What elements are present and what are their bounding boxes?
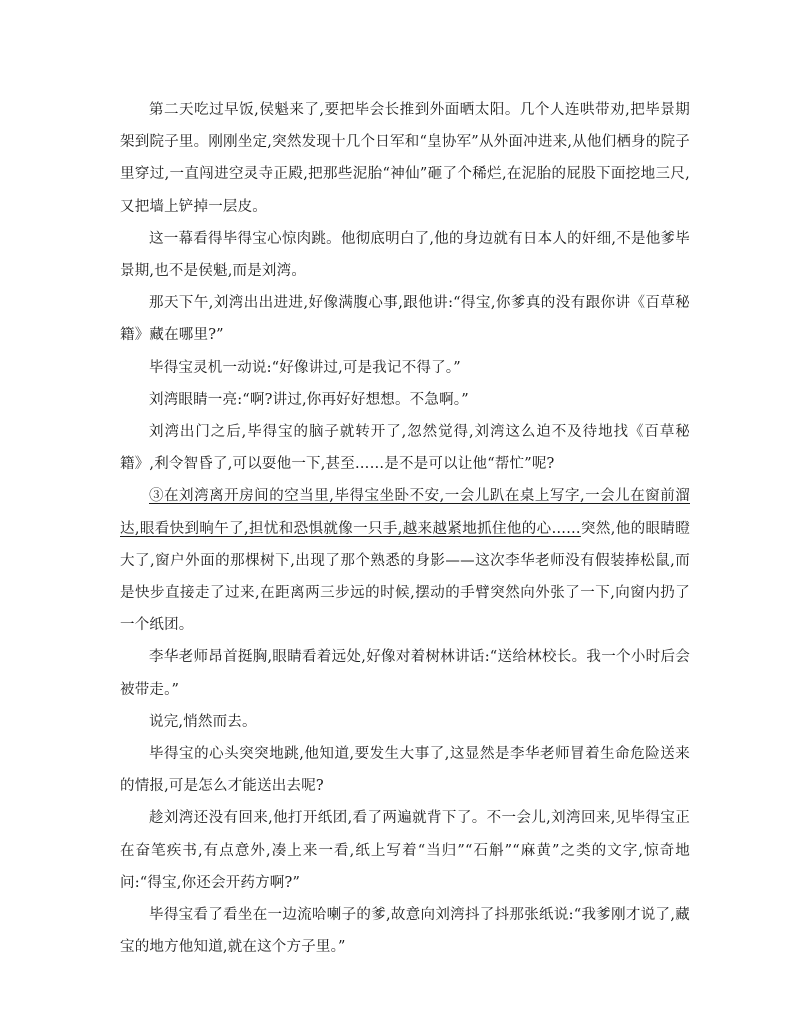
article-body bbox=[120, 94, 690, 963]
paragraph-2 bbox=[120, 223, 690, 287]
paragraph-text: 毕得宝灵机一动说:“好像讲过,可是我记不得了。” bbox=[149, 359, 461, 376]
paragraph-text: 这一幕看得毕得宝心惊肉跳。他彻底明白了,他的身边就有日本人的奸细,不是他爹毕景期,也不是侯魁,而是刘湾。 bbox=[120, 230, 690, 280]
paragraph-5 bbox=[120, 384, 690, 416]
paragraph-text: 李华老师昂首挺胸,眼睛看着远处,好像对着树林讲话:“送给林校长。我一个小时后会被带走。” bbox=[120, 649, 690, 698]
paragraph-11 bbox=[120, 802, 690, 899]
paragraph-9 bbox=[120, 706, 690, 738]
paragraph-text: 趁刘湾还没有回来,他打开纸团,看了两遍就背下了。不一会儿,刘湾回来,见毕得宝正在奋笔疾书,有点意外,凑上来一看,纸上写着“当归”“石斛”“麻黄”之类的文字,惊奇地问:“得宝,你还会开药方啊?” bbox=[120, 810, 690, 891]
paragraph-1 bbox=[120, 94, 690, 223]
paragraph-8 bbox=[120, 641, 690, 705]
paragraph-text: 刘湾出门之后,毕得宝的脑子就转开了,忽然觉得,刘湾这么迫不及待地找《百草秘籍》,利令智昏了,可以耍他一下,甚至……是不是可以让他“帮忙”呢? bbox=[120, 424, 690, 473]
paragraph-4 bbox=[120, 352, 690, 384]
paragraph-text: 刘湾眼睛一亮:“啊?讲过,你再好好想想。不急啊。” bbox=[149, 391, 469, 408]
underlined-passage: ③在刘湾离开房间的空当里,毕得宝坐卧不安,一会儿趴在桌上写字,一会儿在窗前溜达,眼看快到晌午了,担忧和恐惧就像一只手,越来越紧地抓住他的心…… bbox=[120, 488, 690, 537]
paragraph-text: 突然,他的眼睛瞪大了,窗户外面的那棵树下,出现了那个熟悉的身影——这次李华老师没有假装捧松鼠,而是快步直接走了过来,在距离两三步远的时候,摆动的手臂突然向外张了一下,向窗内扔了一个纸团。 bbox=[120, 520, 690, 634]
paragraph-text: 第二天吃过早饭,侯魁来了,要把毕会长推到外面晒太阳。几个人连哄带劝,把毕景期架到院子里。刚刚坐定,突然发现十几个日军和“皇协军”从外面冲进来,从他们栖身的院子里穿过,一直闯进空灵寺正殿,把那些泥胎“神仙”砸了个稀烂,在泥胎的屁股下面挖地三尺,又把墙上铲掉一层皮。 bbox=[120, 102, 690, 215]
paragraph-text: 那天下午,刘湾出出进进,好像满腹心事,跟他讲:“得宝,你爹真的没有跟你讲《百草秘籍》藏在哪里?” bbox=[120, 295, 690, 344]
paragraph-3 bbox=[120, 287, 690, 351]
paragraph-text: 说完,悄然而去。 bbox=[149, 713, 257, 730]
paragraph-text: 毕得宝看了看坐在一边流哈喇子的爹,故意向刘湾抖了抖那张纸说:“我爹刚才说了,藏宝的地方他知道,就在这个方子里。” bbox=[120, 907, 690, 956]
paragraph-10 bbox=[120, 738, 690, 802]
paragraph-7 bbox=[120, 480, 690, 641]
paragraph-6 bbox=[120, 416, 690, 480]
paragraph-12 bbox=[120, 899, 690, 963]
paragraph-text: 毕得宝的心头突突地跳,他知道,要发生大事了,这显然是李华老师冒着生命危险送来的情报,可是怎么才能送出去呢? bbox=[120, 746, 690, 795]
